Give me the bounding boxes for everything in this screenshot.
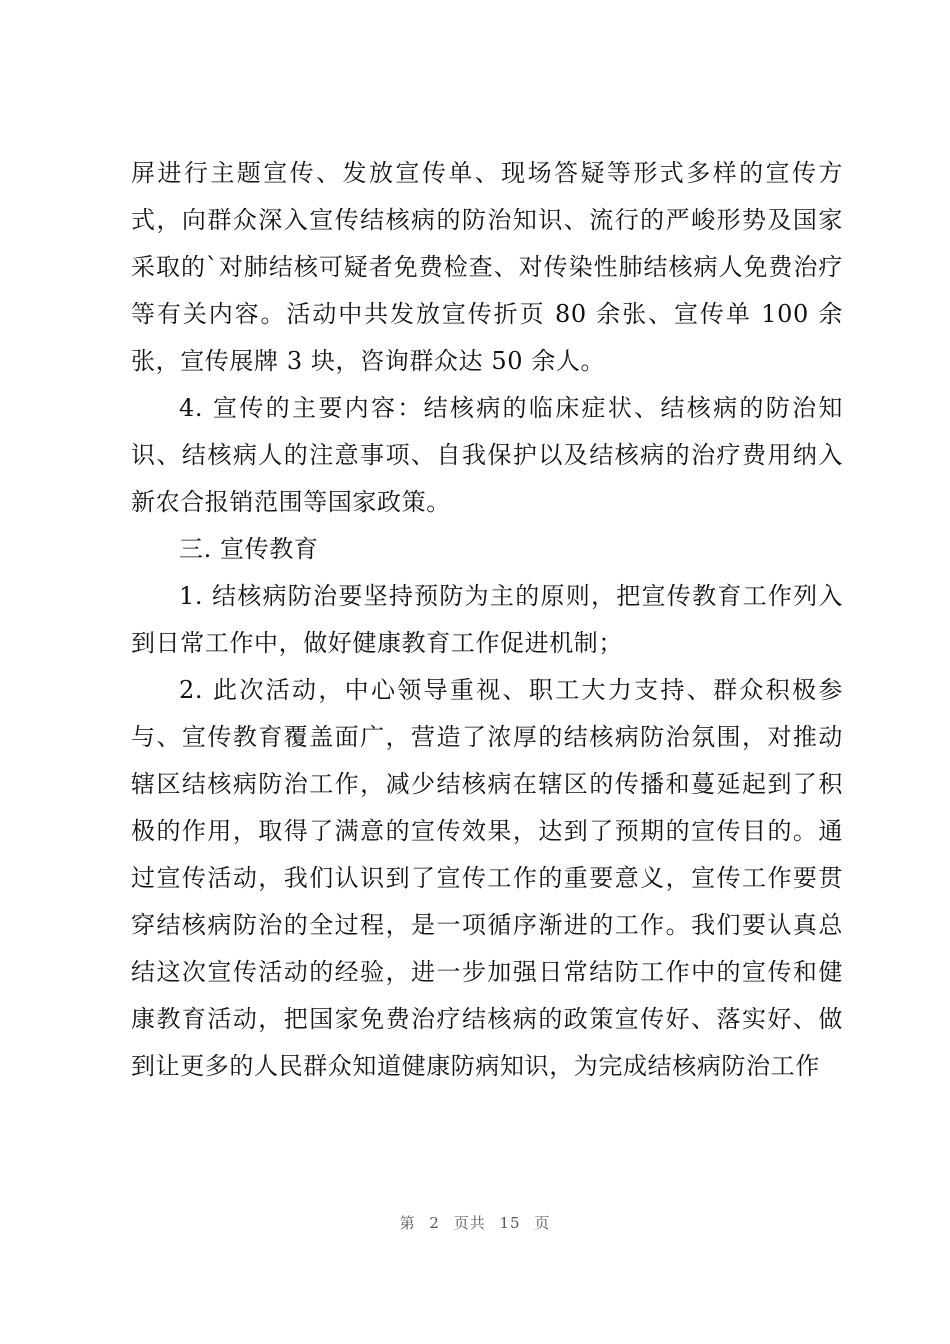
paragraph-item-1: 1. 结核病防治要坚持预防为主的原则，把宣传教育工作列入到日常工作中，做好健康教育工作促进机制； (131, 582, 843, 657)
paragraph-item-2: 2. 此次活动，中心领导重视、职工大力支持、群众积极参与、宣传教育覆盖面广，营造了浓厚的结核病防治氛围，对推动辖区结核病防治工作，减少结核病在辖区的传播和蔓延起到了积极的作用，取得了满意的宣传效果，达到了预期的宣传目的。通过宣传活动，我们认识到了宣传工作的重要意义，宣传工作要贯穿结核病防治的全过程，是一项循序渐进的工作。我们要认真总结这次宣传活动的经验，进一步加强日常结防工作中的宣传和健康教育活动，把国家免费治疗结核病的政策宣传好、落实好、做到让更多的人民群众知道健康防病知识，为完成结核病防治工作 (131, 676, 843, 1080)
section-heading: 三. 宣传教育 (179, 535, 319, 563)
page-number-footer: 第 2 页共 15 页 (399, 1214, 551, 1232)
document-body (131, 150, 843, 1090)
paragraph-item-4: 4. 宣传的主要内容：结核病的临床症状、结核病的防治知识、结核病人的注意事项、自我保护以及结核病的治疗费用纳入新农合报销范围等国家政策。 (131, 394, 843, 516)
paragraph-continuation: 屏进行主题宣传、发放宣传单、现场答疑等形式多样的宣传方式，向群众深入宣传结核病的防治知识、流行的严峻形势及国家采取的`对肺结核可疑者免费检查、对传染性肺结核病人免费治疗等有关内容。活动中共发放宣传折页 80 余张、宣传单 100 余张，宣传展牌 3 块，咨询群众达 50 余人。 (131, 159, 843, 375)
